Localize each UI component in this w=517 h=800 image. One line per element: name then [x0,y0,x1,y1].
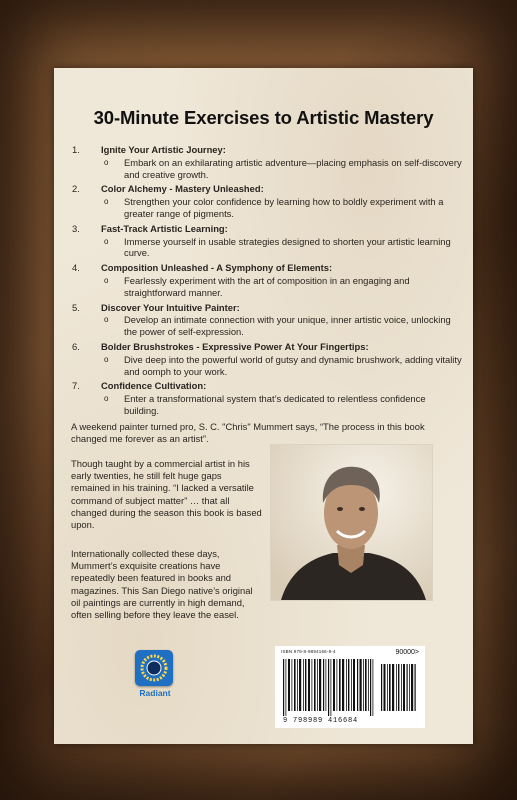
item-title: Discover Your Intuitive Painter: [101,301,240,313]
list-item [72,302,462,338]
item-title: Bolder Brushstrokes - Expressive Power At Your Fingertips: [101,340,369,352]
bullet-icon: o [104,394,109,404]
author-bio-paragraph: Internationally collected these days, Mummert’s exquisite creations have repeatedly been featured in books and magazines. This San Diego native’s original oil paintings are currently in high demand, often selling before they leave the easel. [71,548,253,621]
item-number: 6. [72,340,80,352]
list-item [72,341,462,377]
item-title: Composition Unleashed - A Symphony of Elements: [101,262,333,274]
item-description: Develop an intimate connection with your unique, inner artistic voice, unlocking the power of self-expression. [124,314,451,338]
bullet-icon: o [104,354,109,364]
author-photo [270,444,433,601]
sunburst-icon [135,650,173,686]
bullet-icon: o [104,315,109,325]
bullet-icon: o [104,275,109,285]
benefits-list [72,144,462,420]
item-number: 2. [72,183,80,195]
item-description: Immerse yourself in usable strategies designed to shorten your artistic learning curve. [124,235,451,259]
item-description: Fearlessly experiment with the art of composition in an engaging and straightforward manner. [124,274,410,298]
bullet-icon: o [104,236,109,246]
list-item [72,262,462,298]
item-number: 3. [72,222,80,234]
item-number: 1. [72,144,80,155]
publisher-name: Radiant [139,688,171,698]
author-intro: A weekend painter turned pro, S. C. "Chris" Mummert says, “The process in this book changed me forever as an artist”. [71,421,425,445]
isbn-barcode [275,646,425,728]
bullet-icon: o [104,197,109,207]
publisher-logo [135,650,175,702]
barcode-bars [275,646,425,728]
item-number: 7. [72,380,80,392]
item-description: Embark on an exhilarating artistic adventure—placing emphasis on self-discovery and creative growth. [124,156,462,180]
item-number: 5. [72,301,80,313]
item-title: Fast-Track Artistic Learning: [101,222,228,234]
isbn-label: ISBN 979-8-9894166-8-4 [281,649,336,654]
list-item [72,144,462,180]
list-item [72,183,462,219]
bullet-icon: o [104,157,109,167]
list-item [72,223,462,259]
content-panel [54,68,473,744]
item-title: Confidence Cultivation: [101,380,207,392]
isbn-number: 9 798989 416684 [283,717,359,725]
item-description: Strengthen your color confidence by learning how to boldly experiment with a greater range of pigments. [124,196,444,219]
item-description: Enter a transformational system that’s dedicated to relentless confidence building. [124,393,426,416]
item-description: Dive deep into the powerful world of gutsy and dynamic brushwork, adding vitality and oomph to your work. [124,353,462,377]
price-code: 90000> [395,649,419,656]
author-bio-paragraph: Though taught by a commercial artist in his early twenties, he still felt huge gaps remained in his training. “I lacked a versatile command of subject matter” … that all changed during the season this book is based upon. [71,458,262,531]
list-item [72,380,462,416]
page-title: 30-Minute Exercises to Artistic Mastery [93,107,434,128]
item-number: 4. [72,262,80,274]
item-title: Ignite Your Artistic Journey: [101,144,226,155]
item-title: Color Alchemy - Mastery Unleashed: [101,183,264,195]
